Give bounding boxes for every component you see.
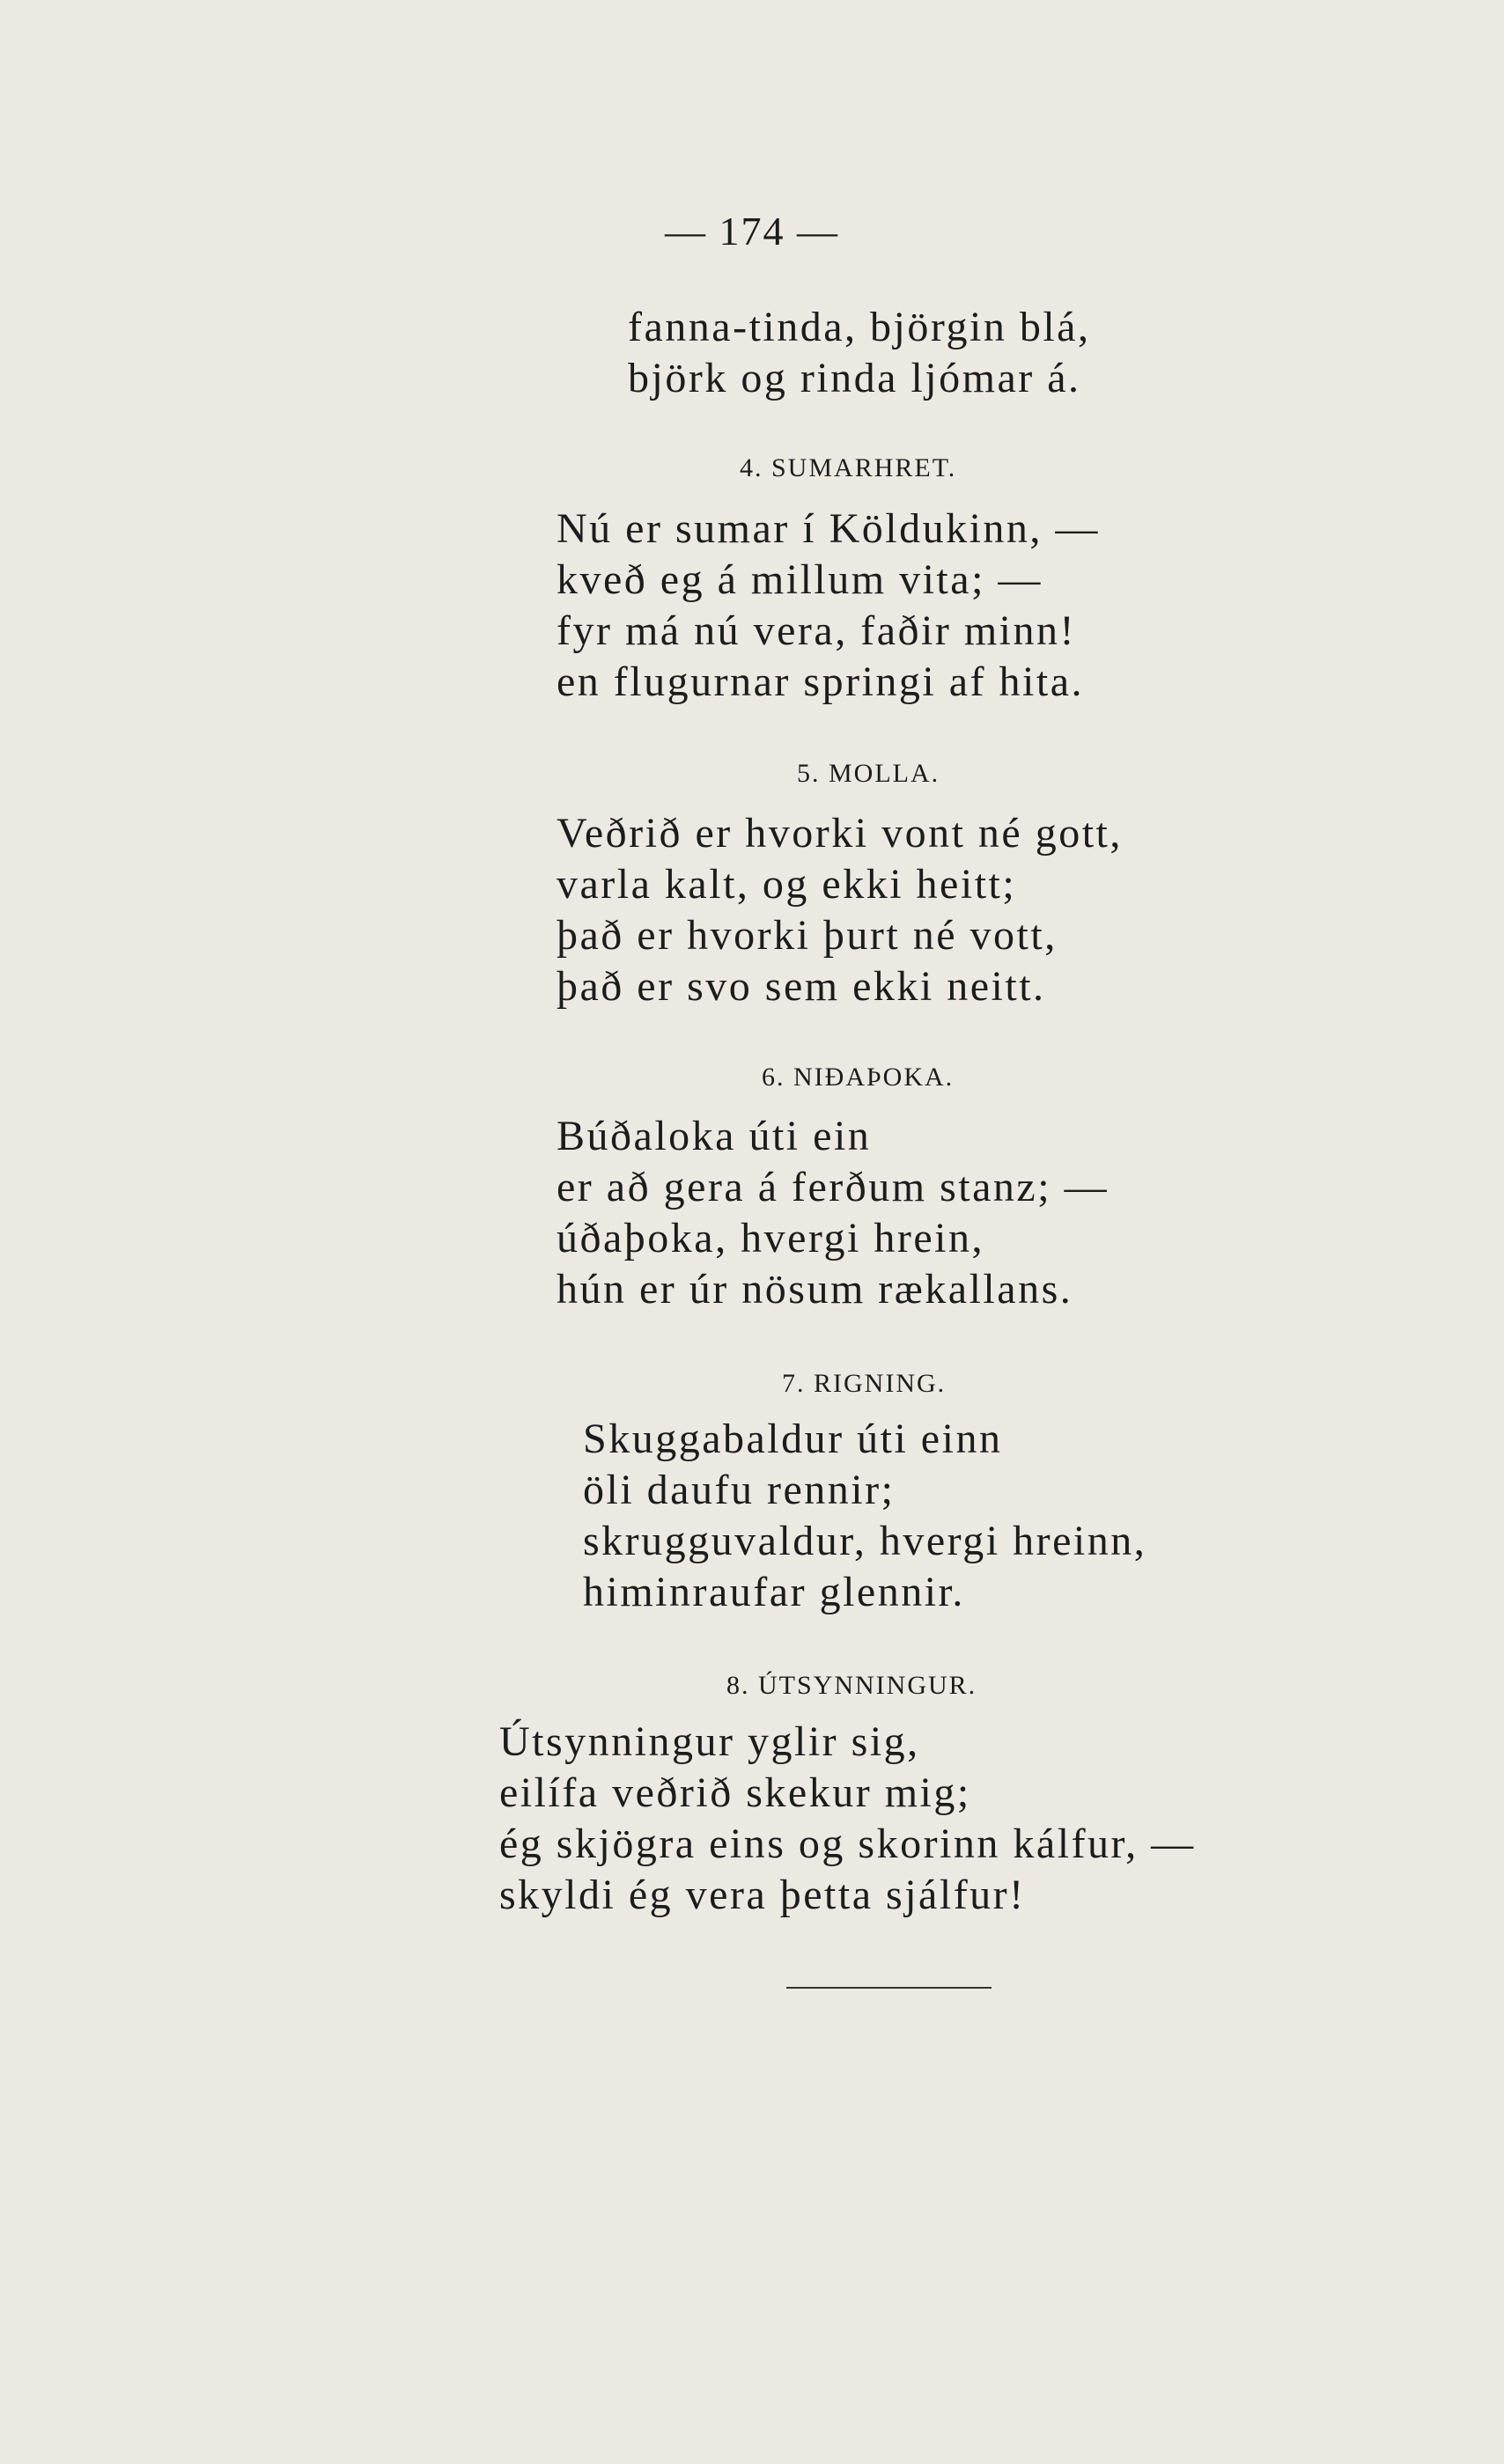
verse-line: ég skjögra eins og skorinn kálfur, —	[499, 1820, 1196, 1867]
verse-line: það er svo sem ekki neitt.	[557, 963, 1046, 1010]
verse-line: varla kalt, og ekki heitt;	[557, 861, 1017, 908]
poem-heading-rigning: 7. RIGNING.	[782, 1369, 947, 1398]
verse-line: úðaþoka, hvergi hrein,	[557, 1215, 984, 1261]
verse-line: fyr má nú vera, faðir minn!	[557, 607, 1076, 654]
verse-line: björk og rinda ljómar á.	[628, 355, 1081, 401]
verse-line: Nú er sumar í Köldukinn, —	[557, 505, 1100, 552]
verse-line: er að gera á ferðum stanz; —	[557, 1164, 1110, 1210]
verse-line: Skuggabaldur úti einn	[583, 1416, 1003, 1462]
verse-line: Útsynningur yglir sig,	[499, 1718, 920, 1765]
poem-heading-molla: 5. MOLLA.	[797, 759, 940, 788]
verse-line: skyldi ég vera þetta sjálfur!	[499, 1872, 1026, 1918]
verse-line: öli daufu rennir;	[583, 1467, 896, 1513]
stanza-molla	[557, 808, 1123, 1012]
verse-line: Veðrið er hvorki vont né gott,	[557, 810, 1123, 857]
stanza-nidathoka	[557, 1111, 1109, 1315]
verse-line: fanna-tinda, björgin blá,	[628, 304, 1091, 350]
poem-heading-sumarhret: 4. SUMARHRET.	[740, 453, 957, 482]
verse-line: skrugguvaldur, hvergi hreinn,	[583, 1518, 1147, 1564]
verse-line: eilífa veðrið skekur mig;	[499, 1769, 971, 1816]
verse-line: það er hvorki þurt né vott,	[557, 912, 1058, 959]
verse-line: hún er úr nösum rækallans.	[557, 1266, 1073, 1313]
stanza-utsynningur	[499, 1717, 1196, 1921]
stanza-rigning	[583, 1414, 1146, 1618]
stanza-sumarhret	[557, 504, 1100, 708]
verse-line: en flugurnar springi af hita.	[557, 658, 1084, 705]
stanza-continuation	[628, 302, 1090, 404]
page-number: — 174 —	[665, 209, 839, 254]
verse-line: himinraufar glennir.	[583, 1569, 965, 1615]
poem-heading-utsynningur: 8. ÚTSYNNINGUR.	[726, 1671, 977, 1700]
end-rule	[786, 1987, 992, 1989]
verse-line: kveð eg á millum vita; —	[557, 556, 1043, 603]
verse-line: Búðaloka úti ein	[557, 1113, 872, 1159]
poem-heading-nidathoka: 6. NIÐAÞOKA.	[762, 1063, 955, 1092]
